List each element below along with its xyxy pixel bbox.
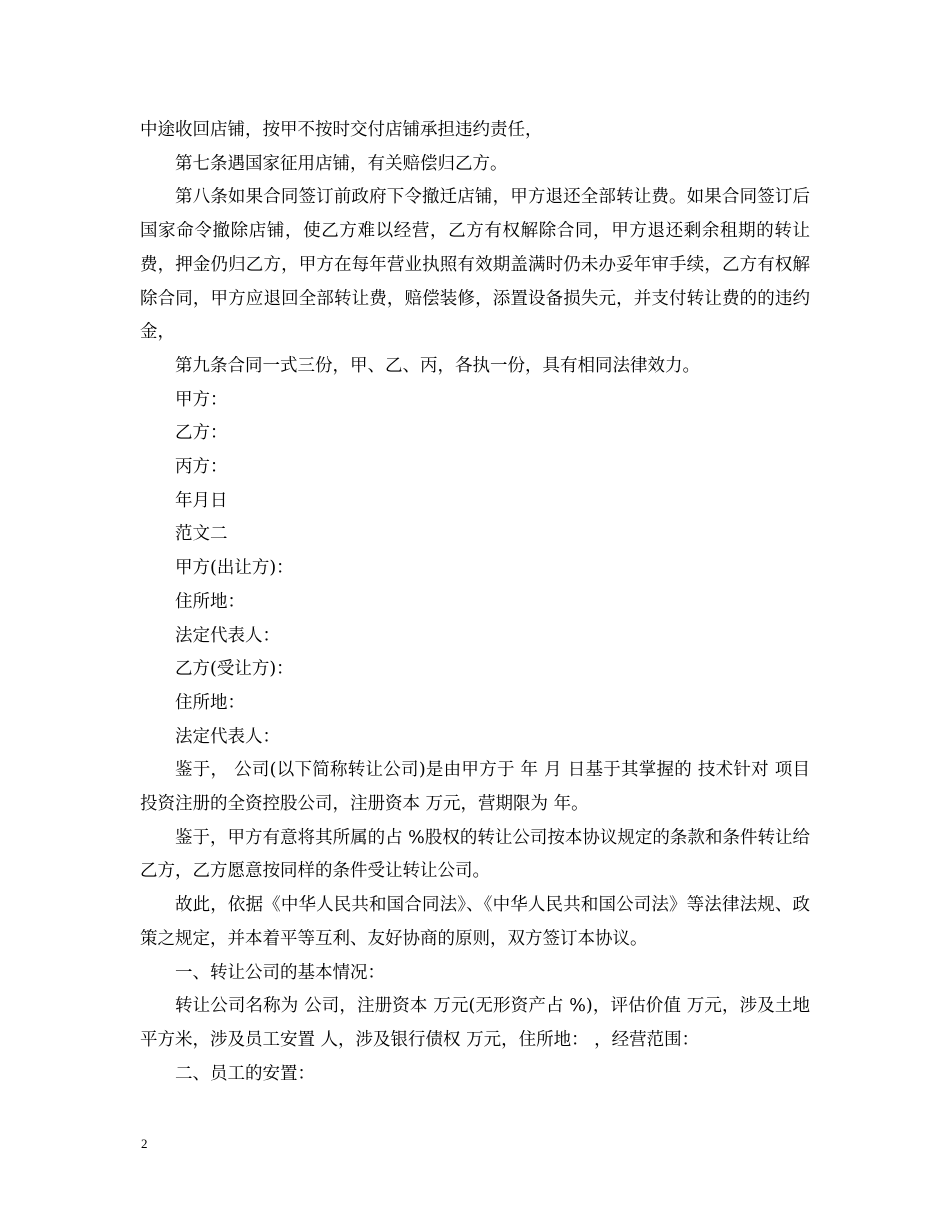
section-heading-company-basics: 一、转让公司的基本情况： — [175, 962, 385, 983]
party-b-legal-representative: 法定代表人： — [175, 726, 280, 747]
paragraph-article-7: 第七条遇国家征用店铺，有关赔偿归乙方。 — [175, 153, 508, 174]
party-b-transferee: 乙方(受让方)： — [175, 659, 294, 680]
signature-party-a: 甲方： — [175, 389, 228, 410]
paragraph-whereas-1: 鉴于， 公司(以下简称转让公司)是由甲方于 年 月 日基于其掌握的 技术针对 项目投资注册的全资控股公司，注册资本 万元，营期限为 年。 — [140, 760, 810, 815]
paragraph-therefore: 故此，依据《中华人民共和国合同法》、《中华人民共和国公司法》等法律法规、政策之规定，并本着平等互利、友好协商的原则，双方签订本协议。 — [140, 895, 810, 949]
party-b-address: 住所地： — [175, 692, 245, 713]
paragraph-article-8: 第八条如果合同签订前政府下令撤迁店铺，甲方退还全部转让费。如果合同签订后国家命令撤除店铺，使乙方难以经营，乙方有权解除合同，甲方退还剩余租期的转让费，押金仍归乙方，甲方在每年营业执照有效期盖满时仍未办妥年审手续，乙方有权解除合同，甲方应退回全部转让费，赔偿装修，添置设备损失元，并支付转让费的的违约金， — [140, 187, 810, 343]
paragraph-article-9: 第九条合同一式三份，甲、乙、丙，各执一份，具有相同法律效力。 — [175, 355, 700, 376]
paragraph-whereas-2: 鉴于，甲方有意将其所属的占 %股权的转让公司按本协议规定的条款和条件转让给乙方，乙方愿意按同样的条件受让转让公司。 — [140, 827, 810, 882]
signature-date: 年月日 — [175, 490, 228, 511]
signature-party-c: 丙方： — [175, 457, 228, 478]
signature-party-b: 乙方： — [175, 423, 228, 444]
paragraph-continuation: 中途收回店铺，按甲不按时交付店铺承担违约责任， — [140, 120, 543, 140]
paragraph-company-details: 转让公司名称为 公司，注册资本 万元(无形资产占 %)，评估价值 万元，涉及土地 平方米，涉及员工安置 人，涉及银行债权 万元，住所地： ，经营范围： — [140, 996, 810, 1050]
party-a-legal-representative: 法定代表人： — [175, 625, 280, 646]
page-number: 2 — [141, 1136, 148, 1151]
section-heading-sample-two: 范文二 — [175, 524, 228, 545]
party-a-transferor: 甲方(出让方)： — [175, 558, 294, 579]
section-heading-staff-placement: 二、员工的安置： — [175, 1063, 315, 1084]
party-a-address: 住所地： — [175, 591, 245, 612]
document-body — [140, 114, 810, 1091]
